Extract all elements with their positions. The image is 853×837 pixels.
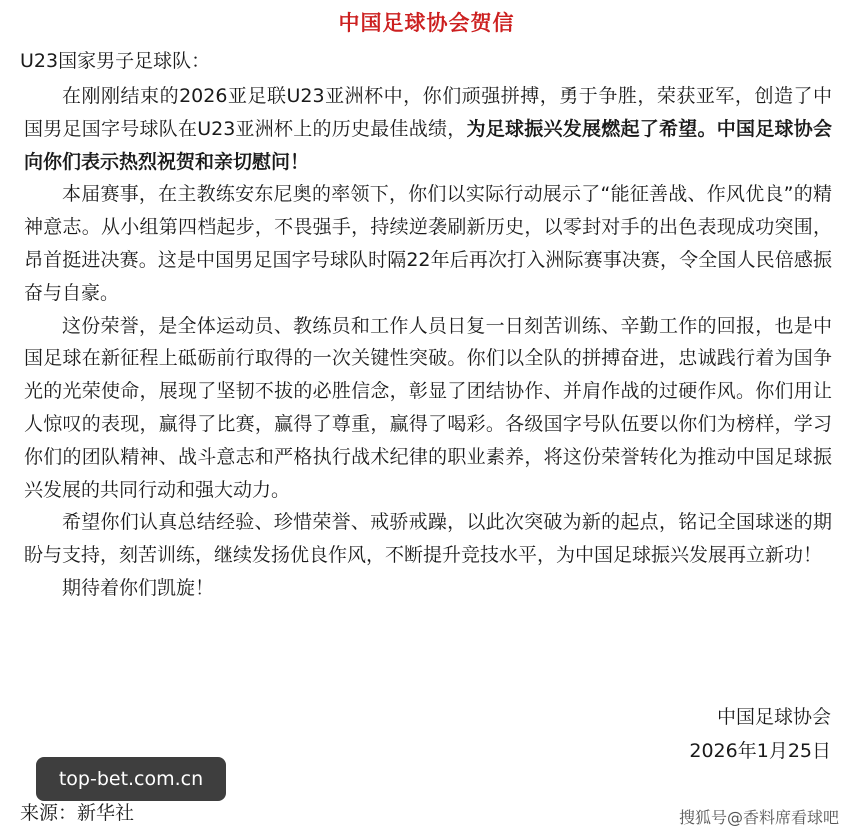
corner-watermark: 搜狐号@香料席看球吧: [678, 808, 839, 827]
source-line: 来源：新华社: [20, 802, 135, 824]
signature-block: [689, 700, 831, 768]
paragraph-3: [24, 310, 832, 507]
salutation: U23国家男子足球队：: [20, 50, 211, 72]
letter-title: 中国足球协会贺信: [338, 11, 515, 35]
paragraph-5-text: 期待着你们凯旋！: [62, 576, 215, 599]
signature-date: 2026年1月25日: [689, 740, 831, 762]
signature-organization: 中国足球协会: [716, 706, 831, 728]
paragraph-3-text: 这份荣誉，是全体运动员、教练员和工作人员日复一日刻苦训练、辛勤工作的回报，也是中国足球在新征程上砥砺前行取得的一次关键性突破。你们以全队的拼搏奋进，忠诚践行着为国争光的光荣使命，展现了坚韧不拔的必胜信念，彰显了团结协作、并肩作战的过硬作风。你们用让人惊叹的表现，赢得了比赛，赢得了尊重，赢得了喝彩。各级国字号队伍要以你们为榜样，学习你们的团队精神、战斗意志和严格执行战术纪律的职业素养，将这份荣誉转化为推动中国足球振兴发展的共同行动和强大动力。: [24, 314, 832, 501]
paragraph-1-text: 在刚刚结束的2026亚足联U23亚洲杯中，你们顽强拼搏，勇于争胜，荣获亚军，创造了中国男足国字号球队在U23亚洲杯上的历史最佳战绩，: [24, 85, 832, 140]
paragraph-1: [24, 80, 832, 178]
paragraph-1-bold-text: 为足球振兴发展燃起了希望。中国足球协会向你们表示热烈祝贺和亲切慰问！: [24, 117, 832, 173]
letter-body: [24, 80, 832, 605]
paragraph-4: [24, 506, 832, 572]
paragraph-4-text: 希望你们认真总结经验、珍惜荣誉、戒骄戒躁，以此次突破为新的起点，铭记全国球迷的期盼与支持，刻苦训练，继续发扬优良作风，不断提升竞技水平，为中国足球振兴发展再立新功！: [24, 511, 832, 567]
site-watermark-overlay: top-bet.com.cn: [36, 757, 226, 801]
paragraph-2-text: 本届赛事，在主教练安东尼奥的率领下，你们以实际行动展示了“能征善战、作风优良”的精神意志。从小组第四档起步，不畏强手，持续逆袭刷新历史，以零封对手的出色表现成功突围，昂首挺进决赛。这是中国男足国字号球队时隔22年后再次打入洲际赛事决赛，令全国人民倍感振奋与自豪。: [24, 183, 832, 304]
paragraph-2: [24, 178, 832, 309]
paragraph-5: [24, 572, 832, 605]
